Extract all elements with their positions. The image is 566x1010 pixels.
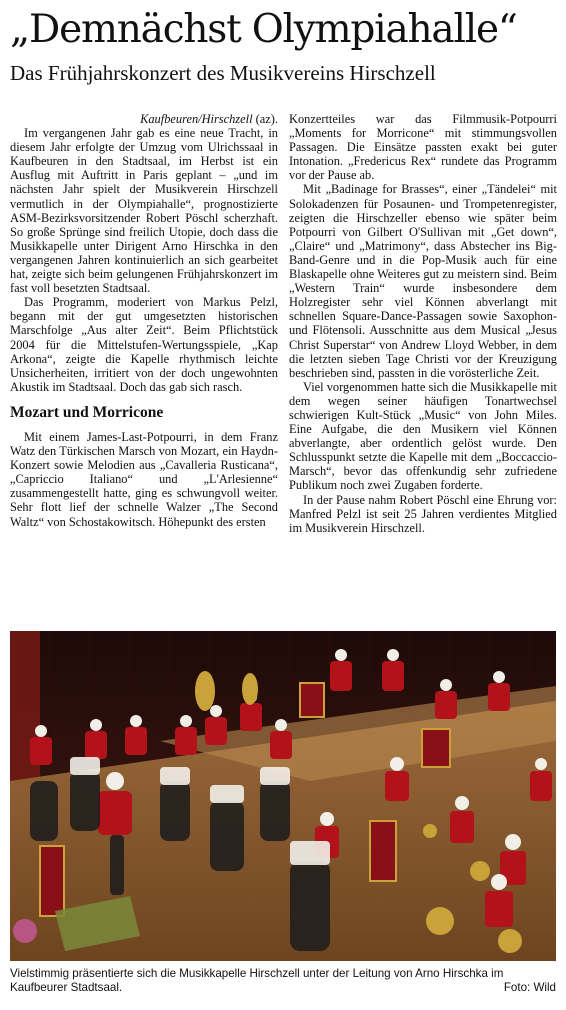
photo-credit: Foto: Wild [503, 981, 556, 994]
subheadline: Das Frühjahrskonzert des Musikvereins Hirschzell [10, 61, 436, 85]
section-heading: Mozart und Morricone [10, 403, 164, 421]
dateline-agency: (az). [255, 112, 278, 126]
paragraph: Mit „Badinage for Brasses“, einer „Tändelei“ mit Solokadenzen für Posaunen- und Trompetenregister, zeigten die Hirschzeller ebenso wie später beim Potpourri von Gilbert O'Sullivan mit „Get down“, „Claire“ und „Matrimony“, dass Abstecher ins Big-Band-Genre und in die Pop-Musik auch für eine Blaskapelle ohne Weiteres gut zu meistern sind. Beim „Western Train“ wurde insbesondere dem Holzregister sehr viel Können abverlangt mit schnellen Square-Dance-Passagen sowie Saxophon- und Flötensoli. Ausschnitte aus dem Musical „Jesus Christ Superstar“ von Andrew Lloyd Webber, in dem die letzten sieben Tage Christi vor der Kreuzigung beschrieben sind, passten in die vorösterliche Zeit. [289, 182, 557, 380]
paragraph: Im vergangenen Jahr gab es eine neue Tracht, in diesem Jahr erfolgte der Umzug vom Ulrichssaal in Kaufbeuren in den Stadtsaal, im Herbst ist ein Ausflug mit Auftritt in Paris geplant – „und im nächsten Jahr spielt der Musikverein Hirschzell vermutlich in der Olympiahalle“, prognostizierte ASM-Bezirksvorsitzender Robert Pöschl scherzhaft. So große Sprünge sind freilich Utopie, doch dass die Musikkapelle unter Dirigent Arno Hirschka in den vergangenen Jahren kontinuierlich an sich gearbeitet hat, zeigte sich beim gelungenen Frühjahrskonzert im fast voll besetzten Stadtsaal. [10, 126, 278, 296]
concert-photo-illustration [10, 631, 556, 961]
photo-caption [10, 967, 556, 995]
paragraph: Konzertteiles war das Filmmusik-Potpourri „Moments for Morricone“ mit stimmungsvollen Passagen. Die Einsätze passten exakt bei guter Intonation. „Fredericus Rex“ rundete das Programm vor der Pause ab. [289, 112, 557, 183]
paragraph: Viel vorgenommen hatte sich die Musikkapelle mit dem wegen seiner häufigen Tonartwechsel schwierigen Kult-Stück „Music“ von John Miles. Eine Aufgabe, die den Musikern viel Können abverlangte, aber ordentlich gelöst wurde. Den Schlusspunkt setzte die Kapelle mit dem „Boccaccio-Marsch“, bevor das offenkundig sehr zufriedene Publikum noch zwei Zugaben forderte. [289, 379, 557, 493]
dateline-place: Kaufbeuren/Hirschzell [140, 112, 253, 126]
concert-photo [10, 631, 556, 961]
article-column-right [289, 112, 557, 535]
article-column-left [10, 112, 278, 529]
headline: „Demnächst Olympiahalle“ [10, 7, 517, 52]
paragraph: In der Pause nahm Robert Pöschl eine Ehrung vor: Manfred Pelzl ist seit 25 Jahren verdientes Mitglied im Musikverein Hirschzell. [289, 492, 557, 535]
paragraph: Das Programm, moderiert von Markus Pelzl, begann mit der gut umgesetzten historischen Marschfolge „Aus alter Zeit“. Beim Pflichtstück 2004 für die Mittelstufen-Wertungsspiele, „Kap Arkona“, zeigte die Kapelle rhythmisch leichte Unsicherheiten, irritiert von der doch ungewohnten Akustik im Stadtsaal. Doch das gab sich rasch. [10, 295, 278, 394]
dateline [10, 112, 278, 126]
caption-text: Vielstimmig präsentierte sich die Musikkapelle Hirschzell unter der Leitung von Arno Hirschka im Kaufbeurer Stadtsaal. [10, 967, 504, 994]
paragraph: Mit einem James-Last-Potpourri, in dem Franz Watz den Türkischen Marsch von Mozart, ein Haydn-Konzert sowie Melodien aus „Cavalleria Rusticana“, „Capriccio Italiano“ und „L'Arlesienne“ zusammengestellt hatte, ging es schwungvoll weiter. Sehr flott lief der schnelle Walzer „The Second Waltz“ von Schostakowitsch. Höhepunkt des ersten [10, 429, 278, 529]
